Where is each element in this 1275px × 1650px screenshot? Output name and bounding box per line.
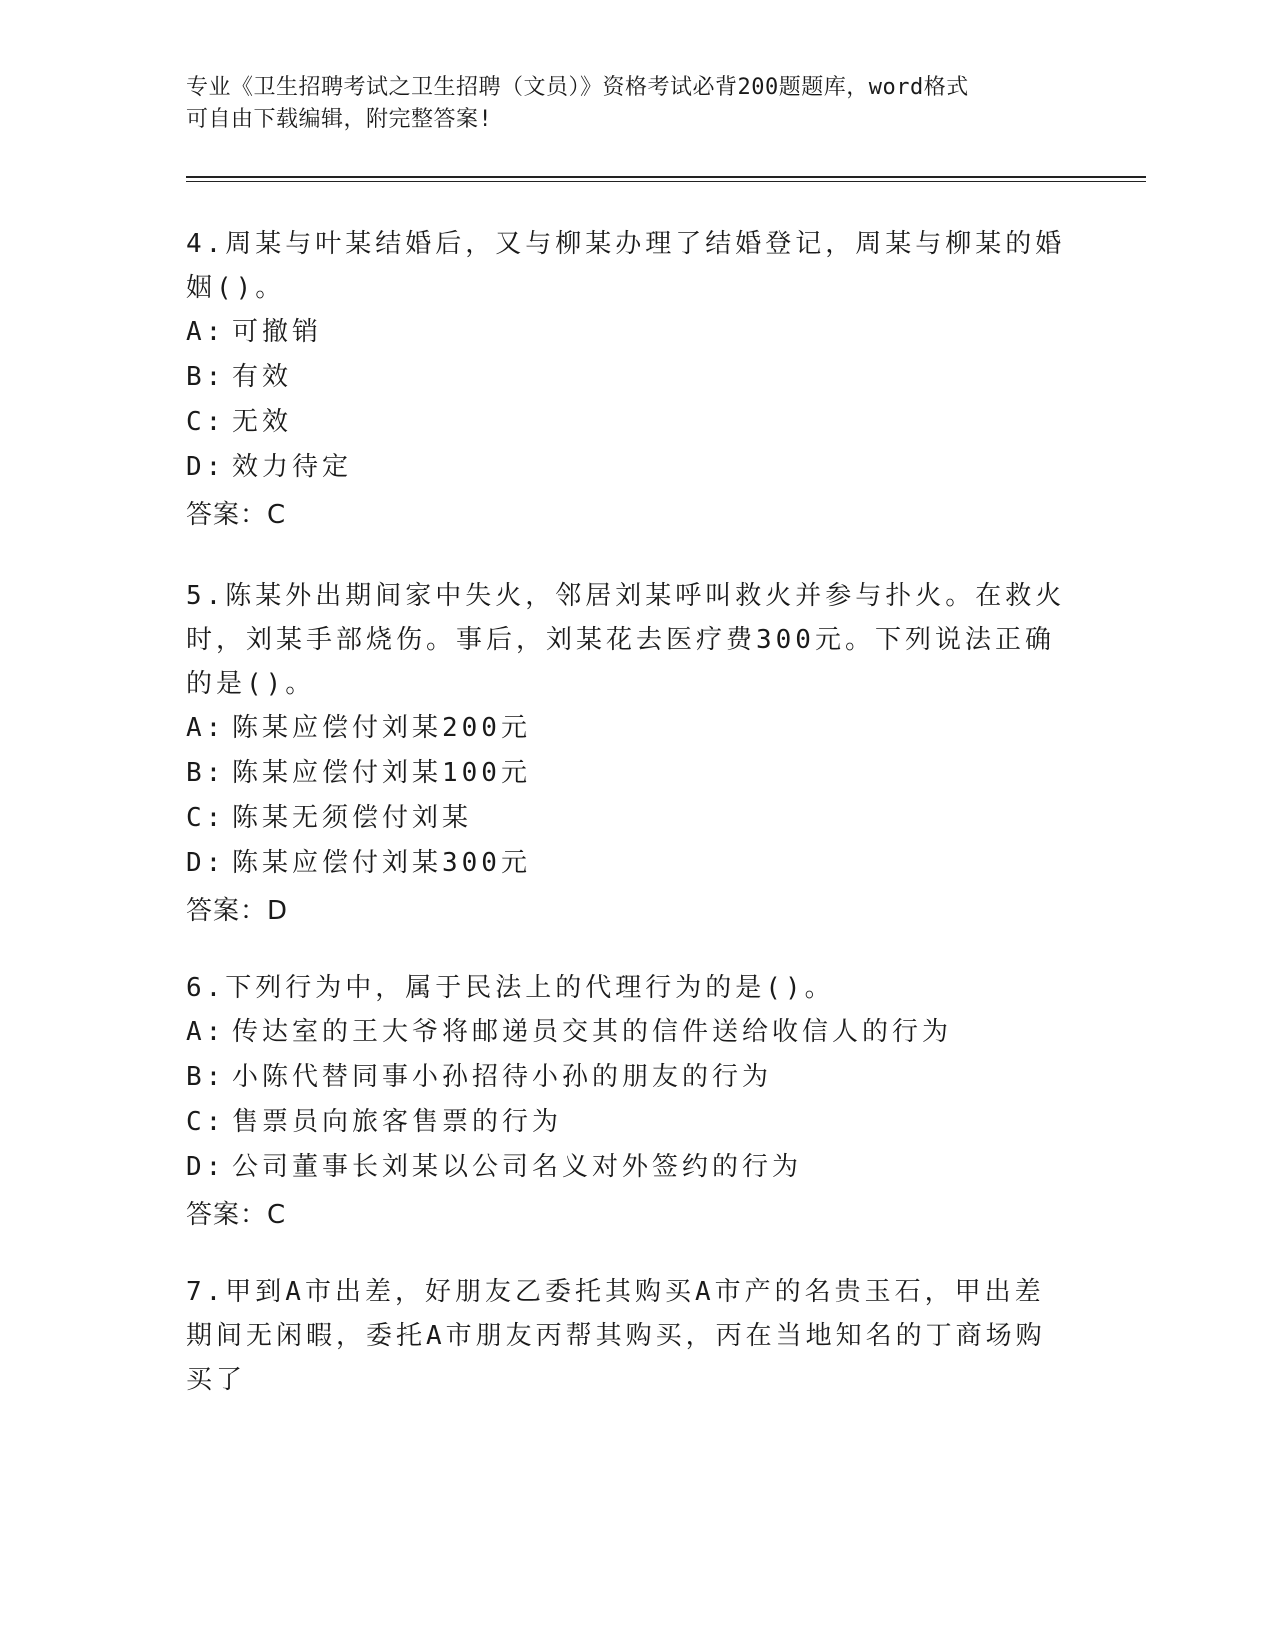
option-b (186, 355, 1066, 400)
option-text: 陈某无须偿付刘某 (232, 803, 473, 833)
question-stem: 6.下列行为中，属于民法上的代理行为的是()。 (186, 973, 835, 1003)
header-line-2: 可自由下载编辑，附完整答案! (186, 107, 493, 132)
option-key: A: (186, 713, 226, 743)
option-text: 陈某应偿付刘某300元 (232, 848, 531, 878)
option-key: A: (186, 1017, 226, 1047)
question-stem: 7.甲到A市出差，好朋友乙委托其购买A市产的名贵玉石，甲出差期间无闲暇，委托A市朋友丙帮其购买，丙在当地知名的丁商场购买了 (186, 1277, 1046, 1395)
option-c (186, 796, 1066, 841)
answer-line: 答案：C (186, 500, 287, 530)
option-a (186, 1010, 1066, 1055)
question-4 (186, 222, 1066, 538)
option-text: 小陈代替同事小孙招待小孙的朋友的行为 (232, 1062, 773, 1092)
answer-line: 答案：D (186, 896, 289, 926)
option-key: C: (186, 803, 226, 833)
option-text: 有效 (232, 362, 293, 392)
option-key: B: (186, 362, 226, 392)
option-text: 陈某应偿付刘某200元 (232, 713, 531, 743)
option-b (186, 751, 1066, 796)
question-5 (186, 574, 1066, 934)
option-c (186, 400, 1066, 445)
option-text: 公司董事长刘某以公司名义对外签约的行为 (232, 1152, 803, 1182)
option-d (186, 1145, 1066, 1190)
document-header (186, 72, 1066, 136)
option-key: D: (186, 1152, 226, 1182)
question-6 (186, 966, 1066, 1238)
option-text: 售票员向旅客售票的行为 (232, 1107, 563, 1137)
option-b (186, 1055, 1066, 1100)
question-7 (186, 1270, 1066, 1402)
option-key: C: (186, 1107, 226, 1137)
header-line-1: 专业《卫生招聘考试之卫生招聘（文员）》资格考试必背200题题库，word格式 (186, 75, 969, 100)
option-key: B: (186, 758, 226, 788)
option-a (186, 706, 1066, 751)
option-text: 可撤销 (232, 317, 323, 347)
option-text: 陈某应偿付刘某100元 (232, 758, 531, 788)
option-text: 无效 (232, 407, 293, 437)
option-c (186, 1100, 1066, 1145)
question-stem: 5.陈某外出期间家中失火，邻居刘某呼叫救火并参与扑火。在救火时，刘某手部烧伤。事后，刘某花去医疗费300元。下列说法正确的是()。 (186, 581, 1066, 699)
option-key: B: (186, 1062, 226, 1092)
option-key: D: (186, 848, 226, 878)
question-stem: 4.周某与叶某结婚后，又与柳某办理了结婚登记，周某与柳某的婚姻()。 (186, 229, 1066, 303)
header-divider (186, 176, 1146, 182)
option-d (186, 841, 1066, 886)
option-text: 传达室的王大爷将邮递员交其的信件送给收信人的行为 (232, 1017, 953, 1047)
option-d (186, 445, 1066, 490)
option-key: A: (186, 317, 226, 347)
answer-line: 答案：C (186, 1200, 287, 1230)
option-key: D: (186, 452, 226, 482)
option-a (186, 310, 1066, 355)
option-key: C: (186, 407, 226, 437)
option-text: 效力待定 (232, 452, 353, 482)
